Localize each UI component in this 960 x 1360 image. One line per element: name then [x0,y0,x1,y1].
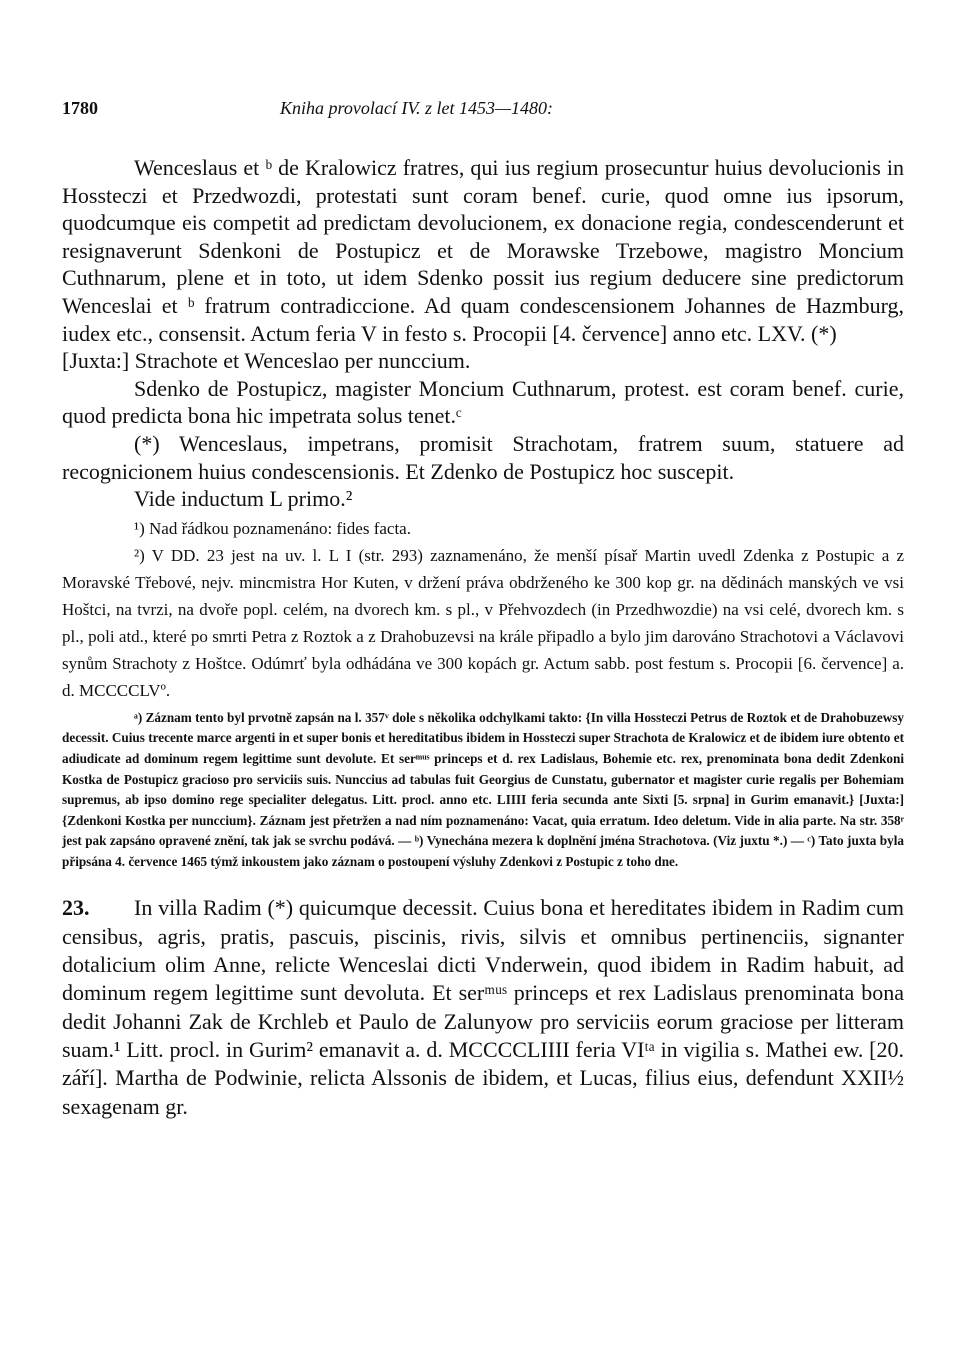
body-paragraph: Vide inductum L primo.² [134,486,353,512]
footnote: ²) V DD. 23 jest na uv. l. L I (str. 293) zaznamenáno, že menší písař Martin uvedl Zdenka z Postupic a z Moravské Třebové, nejv. mincmistra Hor Kuten, v držení práva obdrženého ke 300 kop gr. na dědinách manských ve vsi Hoštci, na tvrzi, na dvoře popl. celém, na dvorech km. s pl., v Přehvozdech (in Przedhwozdie) na vsi celé, dvorech km. s pl., poli atd., které po smrti Petra z Roztok a z Drahobuzevsi na krále připadlo a bylo jim darováno Strachotovi a Václavovi synům Strachoty z Hoštce. Odúmrť byla odhádána ve 300 kopách gr. Actum sabb. post festum s. Procopii [6. července] a. d. MCCCCLVº. [62,545,904,700]
main-text [62,154,904,513]
body-paragraph: [Juxta:] Strachote et Wenceslao per nunccium. [62,348,471,374]
entry-23 [62,894,904,1120]
body-paragraph: Sdenko de Postupicz, magister Moncium Cuthnarum, protest. est coram benef. curie, quod predicta bona hic impetrata solus tenet.ᶜ [62,375,904,429]
entry-text: In villa Radim (*) quicumque decessit. Cuius bona et hereditates ibidem in Radim cum censibus, agris, pratis, pascuis, piscinis, rivis, silvis et omnibus pertinenciis, signanter dotalicium olim Anne, relicte Wenceslai dicti Vnderwein, quod ibidem in Radim habuit, ad dominum regem legittime sunt devoluta. Et serᵐᵘˢ princeps et rex Ladislaus prenominata bona dedit Johanni Zak de Krchleb et Paulo de Zalunyow pro serviciis eorum graciose per litteram suam.¹ Litt. procl. in Gurim² emanavit a. d. MCCCCLIIII feria VIᵗᵃ in vigilia s. Mathei ew. [20. září]. Martha de Podwinie, relicta Alssonis de ibidem, et Lucas, filius eius, defendunt XXII½ sexagenam gr. [62,895,904,1119]
critical-apparatus [62,708,904,873]
footnotes [62,515,904,704]
body-paragraph: Wenceslaus et ᵇ de Kralowicz fratres, qui ius regium prosecuntur huius devolucionis in Hossteczi et Przedwozdi, protestati sunt coram benef. curie, quod omne ius ipsorum, quodcumque eis competit ad predictam devolucionem, ex donacione regia, condescenderunt et resignaverunt Sdenkoni de Postupicz et de Morawske Trzebowe, magistro Moncium Cuthnarum, plene et in toto, ut idem Sdenko possit ius regium deducere sine predictorum Wenceslai et ᵇ fratrum contradiccione. Ad quam condescensionem Johannes de Hazmburg, iudex etc., consensit. Actum feria V in festo s. Procopii [4. července] anno etc. LXV. (*) [62,155,904,346]
footnote: ¹) Nad řádkou poznamenáno: fides facta. [134,518,411,538]
entry-number: 23. [62,895,90,921]
apparatus-text: ᵃ) Záznam tento byl prvotně zapsán na l. 357ᵛ dole s několika odchylkami takto: {In villa Hossteczi Petrus de Roztok et de Drahobuzewsy decessit. Cuius trecente marce argenti in et super bonis et hereditatibus ibidem in Hossteczi super Strachota de Kralowicz et de ibidem iure obtento et adiudicate ad dominum regem legittime sunt devolute. Et serᵐᵘˢ princeps et d. rex Ladislaus, Bohemie etc. rex, prenominata bona dedit Zdenkoni Kostka de Postupicz gracioso pro serviciis suis. Nunccius ad tabulas fuit Georgius de Cunstatu, gubernator et magister curie regalis per Bohemiam supremus, ab ipso domino rege specialiter delegatus. Litt. procl. anno etc. LIIII feria secunda ante Sixti [5. srpna] in Gurim emanavit.} [Juxta:] {Zdenkoni Kostka per nunccium}. Záznam jest přetržen a nad ním poznamenáno: Vacat, quia erratum. Ideo deletum. Vide in alia parte. Na str. 358ʳ jest pak zapsáno opravené znění, tak jak se svrchu podává. — ᵇ) Vynechána mezera k doplnění jména Strachotova. (Viz juxtu *.) — ᶜ) Tato juxta byla připsána 4. července 1465 týmž inkoustem jako záznam o postoupení výsluhy Zdenkovi z Postupic z toho dne. [62,709,904,869]
running-title: Kniha provolací IV. z let 1453—1480: [280,98,553,118]
page-header [62,98,904,132]
body-paragraph: (*) Wenceslaus, impetrans, promisit Strachotam, fratrem suum, statuere ad recognicionem huius condescensionis. Et Zdenko de Postupicz hoc suscepit. [62,430,904,484]
document-page [62,98,904,1121]
page-number: 1780 [62,98,98,118]
